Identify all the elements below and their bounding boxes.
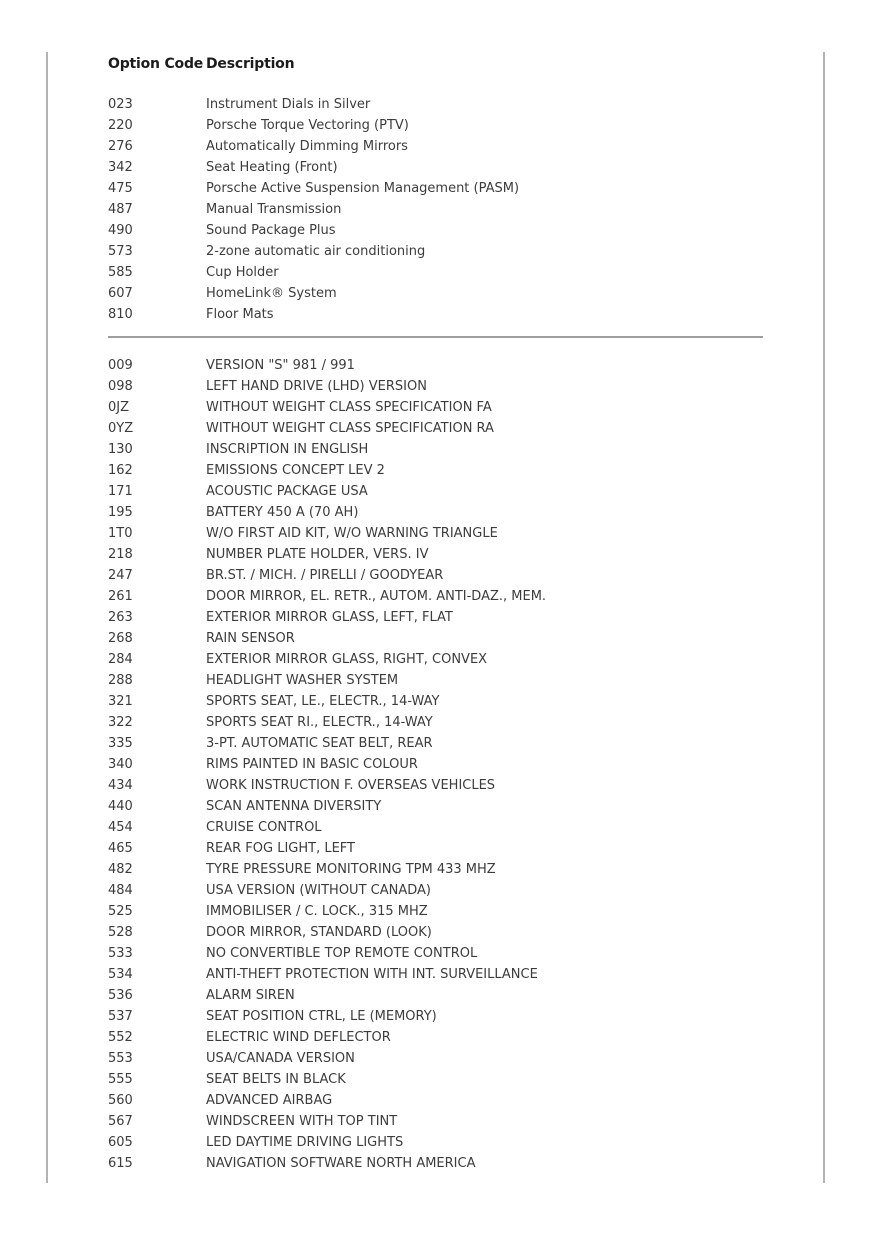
option-code-cell: 465 — [108, 841, 133, 856]
option-code-cell: 335 — [108, 736, 133, 751]
table-row — [108, 1111, 763, 1132]
description-cell: EMISSIONS CONCEPT LEV 2 — [206, 463, 385, 478]
description-cell: SPORTS SEAT RI., ELECTR., 14-WAY — [206, 715, 433, 730]
description-cell: NUMBER PLATE HOLDER, VERS. IV — [206, 547, 429, 562]
table-row — [108, 691, 763, 712]
description-cell: HomeLink® System — [206, 286, 337, 301]
option-code-cell: 553 — [108, 1051, 133, 1066]
description-cell: LEFT HAND DRIVE (LHD) VERSION — [206, 379, 427, 394]
table-row — [108, 1027, 763, 1048]
option-code-cell: 340 — [108, 757, 133, 772]
description-cell: REAR FOG LIGHT, LEFT — [206, 841, 355, 856]
description-cell: WORK INSTRUCTION F. OVERSEAS VEHICLES — [206, 778, 496, 793]
option-code-cell: 490 — [108, 223, 133, 238]
description-cell: W/O FIRST AID KIT, W/O WARNING TRIANGLE — [206, 526, 498, 541]
description-cell: Automatically Dimming Mirrors — [206, 139, 408, 154]
description-cell: ACOUSTIC PACKAGE USA — [206, 484, 368, 499]
table-row — [108, 355, 763, 376]
table-row — [108, 262, 763, 283]
option-code-cell: 454 — [108, 820, 133, 835]
description-cell: USA VERSION (WITHOUT CANADA) — [206, 883, 431, 898]
table-row — [108, 565, 763, 586]
description-cell: Porsche Active Suspension Management (PASM) — [206, 181, 520, 196]
option-code-cell: 440 — [108, 799, 133, 814]
table-row — [108, 376, 763, 397]
option-code-cell: 573 — [108, 244, 133, 259]
table-row — [108, 628, 763, 649]
option-code-cell: 534 — [108, 967, 133, 982]
description-cell: RAIN SENSOR — [206, 631, 295, 646]
table-row — [108, 901, 763, 922]
option-code-cell: 552 — [108, 1030, 133, 1045]
description-cell: SPORTS SEAT, LE., ELECTR., 14-WAY — [206, 694, 440, 709]
table-row — [108, 418, 763, 439]
option-code-cell: 533 — [108, 946, 133, 961]
table-row — [108, 1090, 763, 1111]
table-row — [108, 220, 763, 241]
option-code-cell: 247 — [108, 568, 133, 583]
table-row — [108, 544, 763, 565]
table-row — [108, 94, 763, 115]
description-cell: HEADLIGHT WASHER SYSTEM — [206, 673, 399, 688]
option-code-cell: 605 — [108, 1135, 133, 1150]
description-cell: 3-PT. AUTOMATIC SEAT BELT, REAR — [206, 736, 433, 751]
table-row — [108, 1048, 763, 1069]
description-cell: NO CONVERTIBLE TOP REMOTE CONTROL — [206, 946, 478, 961]
option-code-cell: 322 — [108, 715, 133, 730]
description-cell: Seat Heating (Front) — [206, 160, 338, 175]
table-row — [108, 586, 763, 607]
table-row — [108, 607, 763, 628]
description-cell: BATTERY 450 A (70 AH) — [206, 505, 359, 520]
option-code-cell: 288 — [108, 673, 133, 688]
table-header — [108, 52, 763, 74]
option-code-cell: 555 — [108, 1072, 133, 1087]
description-cell: VERSION "S" 981 / 991 — [206, 358, 355, 373]
description-cell: TYRE PRESSURE MONITORING TPM 433 MHZ — [206, 862, 496, 877]
option-code-cell: 525 — [108, 904, 133, 919]
option-code-cell: 475 — [108, 181, 133, 196]
description-cell: DOOR MIRROR, STANDARD (LOOK) — [206, 925, 432, 940]
option-code-cell: 615 — [108, 1156, 133, 1171]
table-row — [108, 481, 763, 502]
table-row — [108, 199, 763, 220]
description-cell: WITHOUT WEIGHT CLASS SPECIFICATION FA — [206, 400, 492, 415]
table-row — [108, 1153, 763, 1174]
option-code-cell: 0YZ — [108, 421, 134, 436]
description-cell: Porsche Torque Vectoring (PTV) — [206, 118, 409, 133]
description-cell: ANTI-THEFT PROTECTION WITH INT. SURVEILLANCE — [206, 967, 538, 982]
table-row — [108, 754, 763, 775]
option-code-cell: 560 — [108, 1093, 133, 1108]
description-cell: Sound Package Plus — [206, 223, 336, 238]
table-row — [108, 439, 763, 460]
option-code-cell: 220 — [108, 118, 133, 133]
description-cell: SEAT POSITION CTRL, LE (MEMORY) — [206, 1009, 437, 1024]
table-row — [108, 460, 763, 481]
option-code-cell: 261 — [108, 589, 133, 604]
description-cell: BR.ST. / MICH. / PIRELLI / GOODYEAR — [206, 568, 444, 583]
option-code-cell: 098 — [108, 379, 133, 394]
description-cell: EXTERIOR MIRROR GLASS, RIGHT, CONVEX — [206, 652, 488, 667]
description-cell: LED DAYTIME DRIVING LIGHTS — [206, 1135, 404, 1150]
table-row — [108, 817, 763, 838]
section-divider — [108, 336, 763, 338]
table-row — [108, 922, 763, 943]
table-row — [108, 115, 763, 136]
description-cell: WITHOUT WEIGHT CLASS SPECIFICATION RA — [206, 421, 494, 436]
option-code-cell: 585 — [108, 265, 133, 280]
option-code-cell: 284 — [108, 652, 133, 667]
table-row — [108, 1132, 763, 1153]
option-code-cell: 342 — [108, 160, 133, 175]
table-row — [108, 880, 763, 901]
table-row — [108, 502, 763, 523]
option-code-cell: 536 — [108, 988, 133, 1003]
table-row — [108, 943, 763, 964]
table-row — [108, 283, 763, 304]
description-cell: WINDSCREEN WITH TOP TINT — [206, 1114, 398, 1129]
option-code-cell: 195 — [108, 505, 133, 520]
option-code-cell: 1T0 — [108, 526, 133, 541]
description-cell: USA/CANADA VERSION — [206, 1051, 355, 1066]
description-cell: ELECTRIC WIND DEFLECTOR — [206, 1030, 391, 1045]
description-cell: IMMOBILISER / C. LOCK., 315 MHZ — [206, 904, 428, 919]
option-code-cell: 171 — [108, 484, 133, 499]
option-code-cell: 276 — [108, 139, 133, 154]
table-row — [108, 985, 763, 1006]
description-cell: SCAN ANTENNA DIVERSITY — [206, 799, 382, 814]
description-cell: DOOR MIRROR, EL. RETR., AUTOM. ANTI-DAZ., MEM. — [206, 589, 547, 604]
description-cell: Floor Mats — [206, 307, 274, 322]
table-row — [108, 304, 763, 325]
table-row — [108, 796, 763, 817]
document-content — [48, 52, 823, 1174]
option-code-cell: 023 — [108, 97, 133, 112]
table-row — [108, 1069, 763, 1090]
table-row — [108, 241, 763, 262]
table-row — [108, 523, 763, 544]
option-code-cell: 130 — [108, 442, 133, 457]
description-cell: ADVANCED AIRBAG — [206, 1093, 333, 1108]
description-cell: NAVIGATION SOFTWARE NORTH AMERICA — [206, 1156, 476, 1171]
description-cell: Manual Transmission — [206, 202, 342, 217]
option-code-cell: 268 — [108, 631, 133, 646]
description-cell: ALARM SIREN — [206, 988, 295, 1003]
table-row — [108, 733, 763, 754]
option-code-cell: 484 — [108, 883, 133, 898]
option-code-cell: 321 — [108, 694, 133, 709]
table-row — [108, 859, 763, 880]
description-cell: CRUISE CONTROL — [206, 820, 322, 835]
table-row — [108, 397, 763, 418]
description-cell: Instrument Dials in Silver — [206, 97, 371, 112]
table-row — [108, 712, 763, 733]
option-code-cell: 537 — [108, 1009, 133, 1024]
option-code-cell: 567 — [108, 1114, 133, 1129]
table-row — [108, 1006, 763, 1027]
option-code-cell: 607 — [108, 286, 133, 301]
description-cell: Cup Holder — [206, 265, 279, 280]
table-row — [108, 157, 763, 178]
option-code-cell: 162 — [108, 463, 133, 478]
table-row — [108, 964, 763, 985]
option-code-cell: 0JZ — [108, 400, 130, 415]
column-header-description: Description — [206, 56, 295, 72]
table-row — [108, 775, 763, 796]
option-code-cell: 810 — [108, 307, 133, 322]
table-row — [108, 178, 763, 199]
description-cell: SEAT BELTS IN BLACK — [206, 1072, 346, 1087]
description-cell: RIMS PAINTED IN BASIC COLOUR — [206, 757, 418, 772]
option-code-cell: 487 — [108, 202, 133, 217]
option-code-cell: 009 — [108, 358, 133, 373]
table-row — [108, 670, 763, 691]
option-code-cell: 434 — [108, 778, 133, 793]
option-codes-document — [46, 52, 825, 1183]
option-code-cell: 482 — [108, 862, 133, 877]
option-code-cell: 263 — [108, 610, 133, 625]
table-row — [108, 649, 763, 670]
equipment-options-section — [108, 94, 763, 325]
table-row — [108, 838, 763, 859]
option-code-cell: 218 — [108, 547, 133, 562]
description-cell: INSCRIPTION IN ENGLISH — [206, 442, 369, 457]
column-header-option-code: Option Code — [108, 56, 204, 72]
description-cell: 2-zone automatic air conditioning — [206, 244, 426, 259]
factory-option-codes-section — [108, 355, 763, 1174]
table-row — [108, 136, 763, 157]
option-code-cell: 528 — [108, 925, 133, 940]
description-cell: EXTERIOR MIRROR GLASS, LEFT, FLAT — [206, 610, 453, 625]
